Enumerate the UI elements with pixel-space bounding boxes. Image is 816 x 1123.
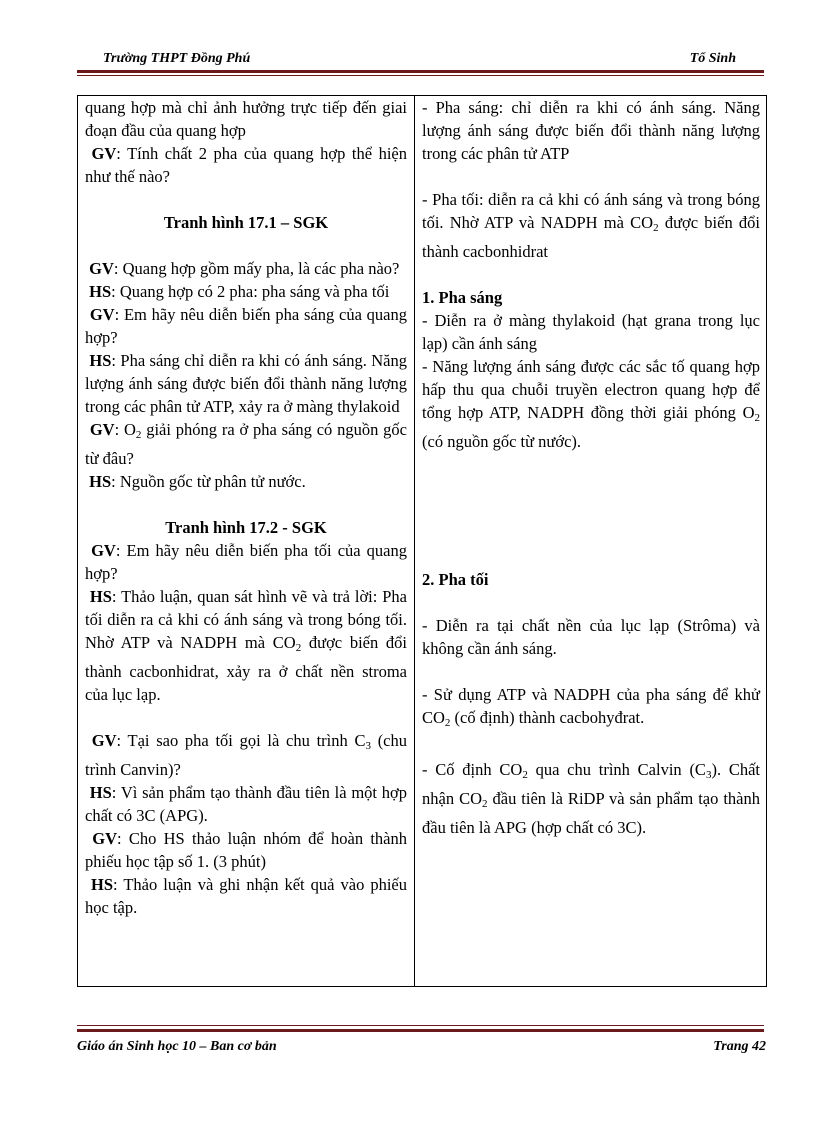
- answer: HS: Thảo luận và ghi nhận kết quả vào phiếu học tập.: [85, 875, 408, 917]
- teacher-student-column: [85, 96, 407, 919]
- paragraph: - Sử dụng ATP và NADPH của pha sáng để khử $CO_2$ (cố định) thành cacbohyđrat.: [422, 685, 760, 729]
- figure-heading: Tranh hình 17.2 - SGK: [165, 518, 327, 537]
- header-school: Trường THPT Đồng Phú: [103, 51, 251, 66]
- header-rule-thin: [77, 75, 764, 76]
- answer: HS: Quang hợp có 2 pha: pha sáng và pha tối: [89, 282, 390, 301]
- figure-heading: Tranh hình 17.1 – SGK: [163, 213, 329, 232]
- paragraph: quang hợp mà chỉ ảnh hưởng trực tiếp đến giai đoạn đầu của quang hợp: [85, 98, 407, 140]
- content-column: [422, 96, 760, 839]
- question: GV: Em hãy nêu diễn biến pha tối của quang hợp?: [85, 541, 407, 583]
- question: GV: Quang hợp gồm mấy pha, là các pha nào?: [89, 259, 400, 278]
- question: GV: $O_2$ giải phóng ra ở pha sáng có nguồn gốc từ đâu?: [85, 420, 408, 468]
- footer-rule-thick: [77, 1029, 764, 1032]
- footer-lesson-title: Giáo án Sinh học 10 – Ban cơ bản: [77, 1039, 277, 1054]
- paragraph: - Cố định $CO_2$ qua chu trình Calvin $(C_3)$. Chất nhận $CO_2$ đầu tiên là RiDP và sản phẩm tạo thành đầu tiên là APG (hợp chất có 3C).: [422, 760, 760, 837]
- answer: HS: Vì sản phẩm tạo thành đầu tiên là một hợp chất có 3C (APG).: [85, 783, 408, 825]
- header-department: Tổ Sinh: [689, 51, 736, 66]
- answer: HS: Pha sáng chỉ diễn ra khi có ánh sáng. Năng lượng ánh sáng được biến đổi thành năng lượng trong các phân tử ATP, xảy ra ở màng thylakoid: [85, 351, 407, 416]
- paragraph: - Pha sáng: chỉ diễn ra khi có ánh sáng. Năng lượng ánh sáng được biến đổi thành năng lượng trong các phân tử ATP: [422, 98, 760, 163]
- question: GV: Cho HS thảo luận nhóm để hoàn thành phiếu học tập số 1. (3 phút): [85, 829, 407, 871]
- answer: HS: Nguồn gốc từ phân tử nước.: [89, 472, 306, 491]
- section-heading-dark-phase: 2. Pha tối: [422, 570, 489, 589]
- paragraph: - Năng lượng ánh sáng được các sắc tố quang hợp hấp thu qua chuỗi truyền electron quang hợp để tổng hợp ATP, NADPH đồng thời giải phóng $O_2$ (có nguồn gốc từ nước).: [422, 357, 760, 451]
- paragraph: - Diễn ra ở màng thylakoid (hạt grana trong lục lạp) cần ánh sáng: [422, 311, 760, 353]
- column-divider: [414, 96, 415, 986]
- lesson-table: [77, 95, 767, 987]
- paragraph: - Pha tối: diễn ra cả khi có ánh sáng và trong bóng tối. Nhờ ATP và NADPH mà $CO_2$ được biến đổi thành cacbonhidrat: [422, 190, 760, 261]
- footer-page-number: Trang 42: [713, 1039, 766, 1054]
- question: GV: Em hãy nêu diễn biến pha sáng của quang hợp?: [85, 305, 408, 347]
- footer-rule-thin: [77, 1025, 764, 1026]
- question: GV: Tính chất 2 pha của quang hợp thể hiện như thế nào?: [85, 144, 408, 186]
- question: GV: Tại sao pha tối gọi là chu trình $C_3$ (chu trình Canvin)?: [85, 731, 408, 779]
- header-rule-thick: [77, 70, 764, 73]
- section-heading-light-phase: 1. Pha sáng: [422, 288, 503, 307]
- answer: HS: Thảo luận, quan sát hình vẽ và trả lời: Pha tối diễn ra cả khi có ánh sáng và trong bóng tối. Nhờ ATP và NADPH mà $CO_2$ được biến đổi thành cacbonhidrat, xảy ra ở chất nền stroma của lục lạp.: [85, 587, 408, 704]
- paragraph: - Diễn ra tại chất nền của lục lạp (Strôma) và không cần ánh sáng.: [422, 616, 760, 658]
